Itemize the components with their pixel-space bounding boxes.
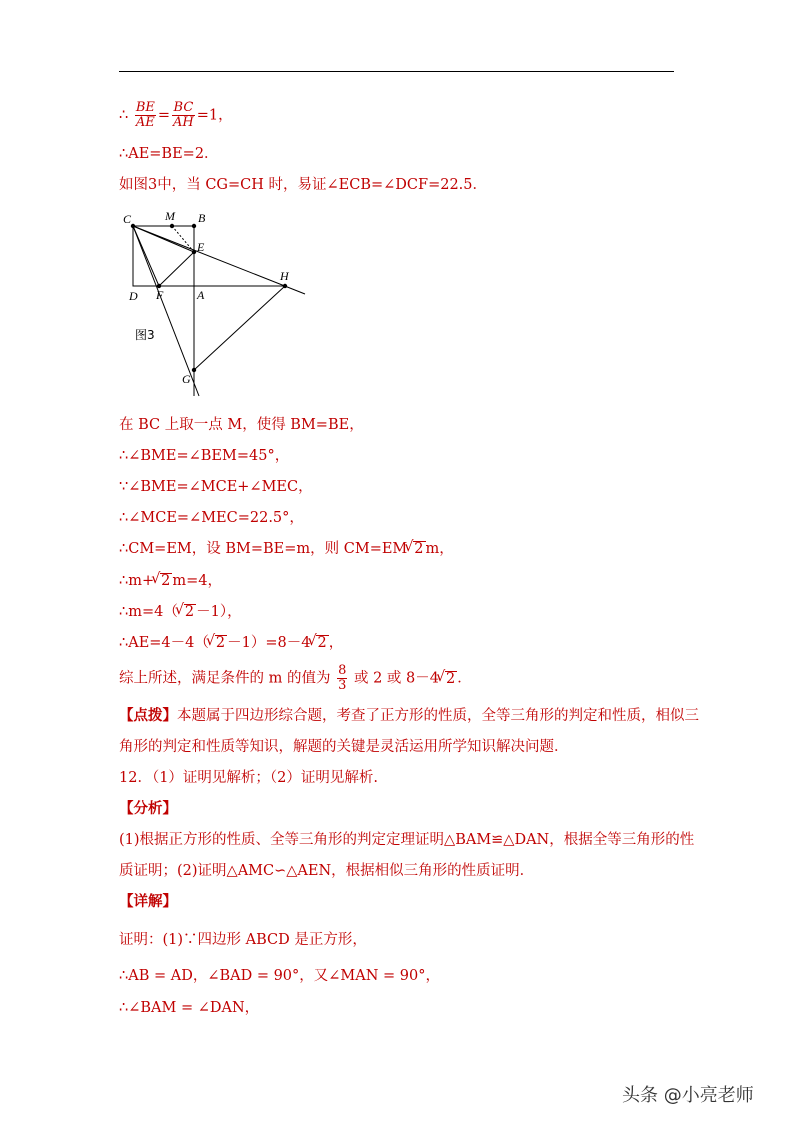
fraction-numerator: BE: [135, 100, 155, 115]
text-segment: ∴m=4（: [119, 604, 178, 620]
equals-sign: =: [157, 107, 171, 124]
line-fe: [159, 252, 194, 286]
square-cbad: [133, 226, 194, 286]
line-angle-sum: ∵∠BME=∠MCE+∠MEC，: [119, 479, 313, 495]
sqrt-2: √ 2: [445, 671, 457, 687]
sqrt-2: √ 2: [413, 541, 425, 557]
point-e: [192, 250, 196, 254]
label-b: B: [198, 211, 206, 225]
line-analysis-1: (1)根据正方形的性质、全等三角形的判定定理证明△BAM≌△DAN，根据全等三角形的性: [119, 832, 695, 848]
line-problem-12: 12．（1）证明见解析；（2）证明见解析.: [119, 770, 379, 786]
text-segment: 本题属于四边形综合题，考查了正方形的性质，全等三角形的判定和性质，相似三: [177, 708, 699, 724]
line-angle-bam: ∴∠BAM = ∠DAN，: [119, 1000, 260, 1016]
text-segment: ．: [457, 670, 472, 687]
line-analysis-2: 质证明；(2)证明△AMC∽△AEN，根据相似三角形的性质证明．: [119, 863, 535, 879]
line-fig3-intro: 如图3中，当 CG=CH 时，易证∠ECB=∠DCF=22.5．: [119, 177, 488, 193]
ratio-result: =1，: [196, 107, 233, 124]
label-e: E: [197, 240, 205, 254]
text-segment: 或 2 或 8－4: [353, 670, 439, 687]
label-d: D: [129, 289, 138, 303]
line-ch: [133, 226, 305, 294]
heading-details: 【详解】: [119, 893, 177, 910]
text-segment: －1）=8－4: [227, 635, 311, 651]
tag-dianbo: 【点拨】: [119, 707, 177, 724]
text-segment: ∴CM=EM，设 BM=BE=m，则 CM=EM: [119, 541, 408, 557]
fraction-denominator: AE: [135, 115, 155, 130]
line-ratio: [119, 101, 233, 130]
line-summary: [119, 664, 472, 693]
point-g: [192, 368, 196, 372]
text-segment: m，: [425, 541, 454, 557]
text-segment: －1），: [196, 604, 242, 620]
point-m: [170, 224, 174, 228]
top-rule: [119, 71, 674, 72]
line-take-point-m: 在 BC 上取一点 M，使得 BM=BE，: [119, 417, 364, 433]
point-b: [192, 224, 196, 228]
line-me: [172, 226, 194, 252]
sqrt-2: √ 2: [215, 635, 227, 651]
label-a: A: [197, 288, 205, 302]
fraction-denominator: AH: [173, 115, 194, 130]
text-segment: m=4，: [172, 573, 222, 589]
heading-analysis: 【分析】: [119, 800, 177, 817]
line-angle-mce: ∴∠MCE=∠MEC=22.5°，: [119, 510, 304, 526]
sqrt-2: √ 2: [160, 573, 172, 589]
label-f: F: [156, 288, 164, 302]
watermark: 头条 @小亮老师: [622, 1085, 754, 1106]
line-proof-start: 证明：(1)∵四边形 ABCD 是正方形，: [119, 932, 367, 948]
text-segment: ∴AE=4－4（: [119, 635, 209, 651]
line-cg: [133, 226, 199, 396]
fraction-8-3: [337, 664, 347, 693]
line-gh: [194, 286, 285, 370]
geometry-figure-3: [119, 206, 311, 402]
figure-caption: 图3: [135, 328, 155, 342]
line-comment: [119, 707, 699, 725]
fraction-numerator: BC: [173, 100, 194, 115]
fraction-bc-ah: [172, 101, 195, 130]
point-c: [131, 224, 135, 228]
label-h: H: [280, 269, 289, 283]
text-segment: 综上所述，满足条件的 m 的值为: [119, 670, 331, 687]
line-ab-ad: ∴AB = AD，∠BAD = 90°，又∠MAN = 90°，: [119, 968, 441, 984]
sqrt-2: √ 2: [316, 635, 328, 651]
line-ae-be: ∴AE=BE=2．: [119, 146, 219, 162]
label-m: M: [165, 209, 175, 223]
text-segment: ∴m+: [119, 573, 155, 589]
label-g: G: [182, 372, 191, 386]
point-h: [283, 284, 287, 288]
line-m-value: [119, 603, 242, 621]
line-cm-em: [119, 540, 454, 558]
line-ae-value: [119, 634, 343, 652]
fraction-numerator: 8: [338, 663, 347, 678]
therefore-symbol: ∴: [119, 107, 129, 124]
line-angle-bme: ∴∠BME=∠BEM=45°，: [119, 448, 290, 464]
line-equation-m: [119, 572, 222, 590]
sqrt-2: √ 2: [184, 604, 196, 620]
line-comment-cont: 角形的判定和性质等知识，解题的关键是灵活运用所学知识解决问题．: [119, 739, 569, 755]
label-c: C: [123, 212, 132, 226]
text-segment: ，: [328, 635, 344, 651]
fraction-be-ae: [135, 101, 156, 130]
fraction-denominator: 3: [338, 678, 347, 693]
